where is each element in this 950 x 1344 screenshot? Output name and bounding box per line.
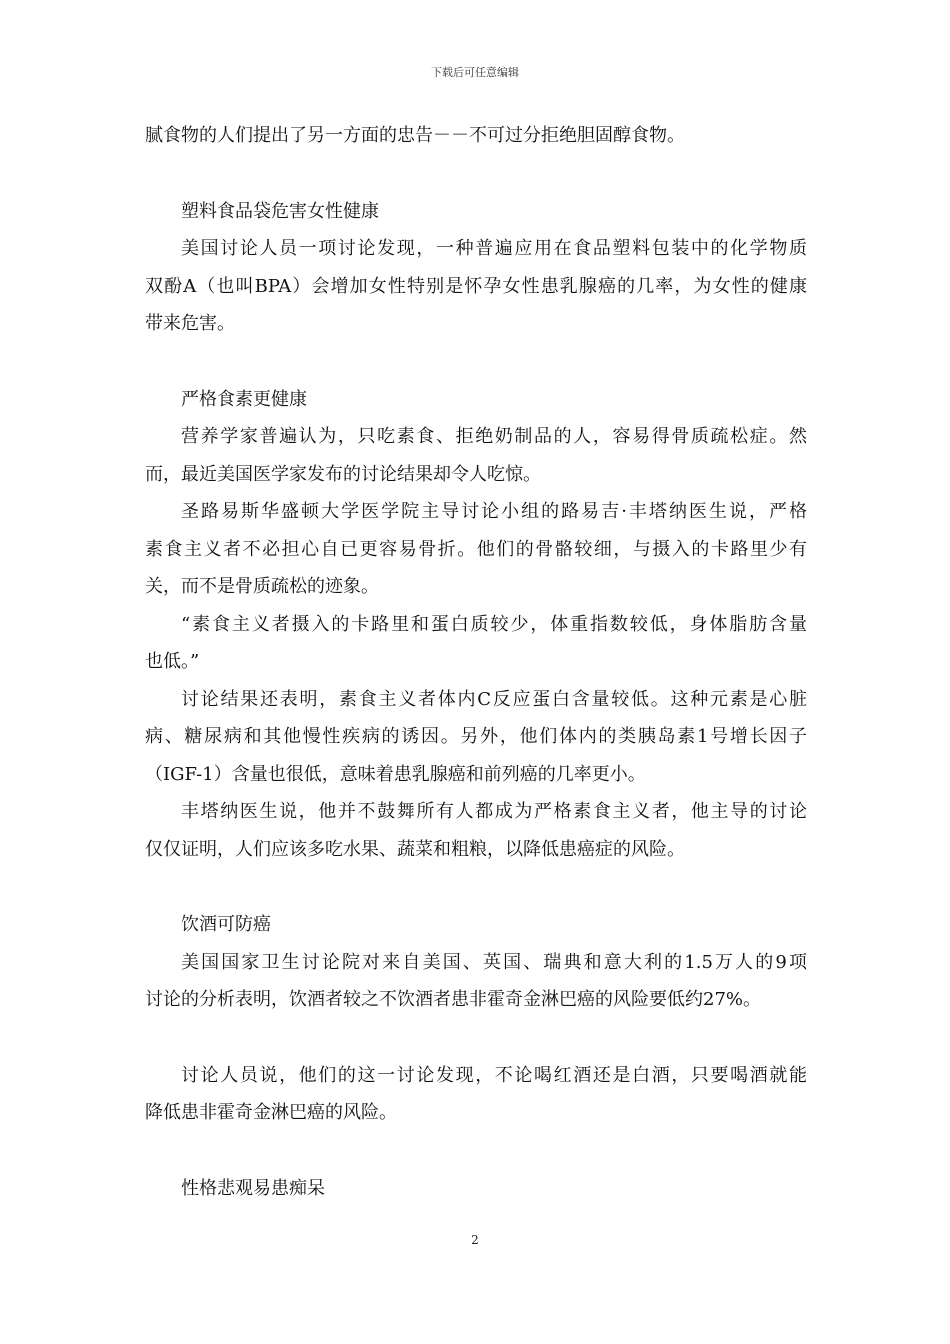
section-heading: 性格悲观易患痴呆: [181, 1177, 325, 1199]
section-heading: 塑料食品袋危害女性健康: [181, 200, 379, 222]
paragraph-gap: [145, 1132, 807, 1170]
paragraph-gap: [145, 1019, 807, 1057]
paragraph-line: 素食主义者不必担心自已更容易骨折。他们的骨骼较细，与摄入的卡路里少有: [145, 538, 807, 560]
paragraph-line: 腻食物的人们提出了另一方面的忠告－－不可过分拒绝胆固醇食物。: [145, 125, 685, 146]
paragraph-line: 美国讨论人员一项讨论发现，一种普遍应用在食品塑料包装中的化学物质: [181, 238, 807, 259]
paragraph-gap: [145, 343, 807, 381]
paragraph-line: 仅仅证明，人们应该多吃水果、蔬菜和粗粮，以降低患癌症的风险。: [145, 838, 685, 860]
paragraph-gap: [145, 868, 807, 906]
paragraph-line: 讨论的分析表明，饮酒者较之不饮酒者患非霍奇金淋巴癌的风险要低约27%。: [145, 989, 762, 1010]
section-heading: 饮酒可防癌: [181, 914, 271, 935]
page-header: 下载后可任意编辑: [431, 66, 519, 79]
paragraph-line: 圣路易斯华盛顿大学医学院主导讨论小组的路易吉·丰塔纳医生说，严格: [181, 501, 807, 522]
paragraph-line: 关，而不是骨质疏松的迹象。: [145, 576, 379, 597]
paragraph-line: 降低患非霍奇金淋巴癌的风险。: [145, 1102, 397, 1123]
paragraph-line: 讨论结果还表明，素食主义者体内C反应蛋白含量较低。这种元素是心脏: [181, 688, 807, 710]
paragraph-line: 也低。”: [145, 651, 200, 672]
paragraph-line: 带来危害。: [145, 313, 235, 334]
paragraph-line: 丰塔纳医生说，他并不鼓舞所有人都成为严格素食主义者，他主导的讨论: [181, 801, 807, 822]
page-number: 2: [471, 1233, 479, 1247]
paragraph-line: 营养学家普遍认为，只吃素食、拒绝奶制品的人，容易得骨质疏松症。然: [181, 426, 807, 447]
paragraph-line: 双酚A（也叫BPA）会增加女性特别是怀孕女性患乳腺癌的几率，为女性的健康: [145, 275, 807, 297]
paragraph-gap: [145, 155, 807, 193]
section-heading: 严格食素更健康: [181, 388, 307, 410]
paragraph-line: 病、糖尿病和其他慢性疾病的诱因。另外，他们体内的类胰岛素1号增长因子: [145, 726, 807, 747]
paragraph-line: （IGF-1）含量也很低，意味着患乳腺癌和前列癌的几率更小。: [145, 763, 646, 785]
paragraph-line: 美国国家卫生讨论院对来自美国、英国、瑞典和意大利的1.5万人的9项: [181, 951, 807, 973]
paragraph-line: “素食主义者摄入的卡路里和蛋白质较少，体重指数较低，身体脂肪含量: [181, 613, 807, 635]
paragraph-line: 而，最近美国医学家发布的讨论结果却令人吃惊。: [145, 463, 541, 485]
document-body: [145, 117, 807, 1207]
paragraph-line: 讨论人员说，他们的这一讨论发现，不论喝红酒还是白酒，只要喝酒就能: [181, 1064, 807, 1086]
